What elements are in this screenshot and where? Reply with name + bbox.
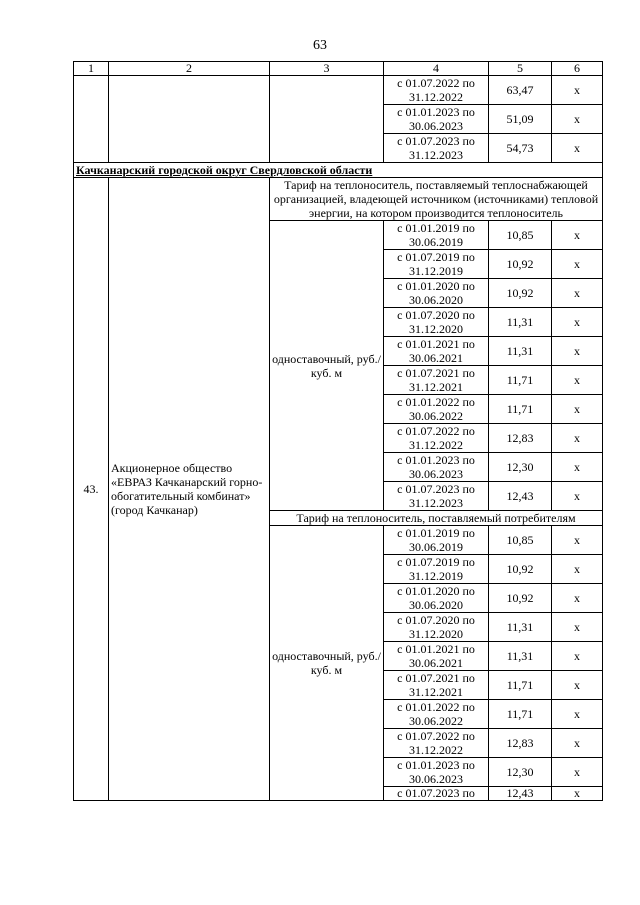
- mark-cell: x: [552, 76, 603, 105]
- value-cell: 11,31: [489, 337, 552, 366]
- value-cell: 54,73: [489, 134, 552, 163]
- value-cell: 63,47: [489, 76, 552, 105]
- value-cell: 12,30: [489, 758, 552, 787]
- number-cell: [74, 76, 109, 163]
- period-cell: с 01.01.2020 по 30.06.2020: [384, 584, 489, 613]
- mark-cell: x: [552, 279, 603, 308]
- mark-cell: x: [552, 526, 603, 555]
- mark-cell: x: [552, 758, 603, 787]
- period-cell: с 01.07.2019 по 31.12.2019: [384, 555, 489, 584]
- period-cell: с 01.07.2020 по 31.12.2020: [384, 613, 489, 642]
- period-cell: с 01.07.2022 по 31.12.2022: [384, 424, 489, 453]
- column-number: 6: [552, 62, 603, 76]
- value-cell: 10,92: [489, 584, 552, 613]
- period-cell: с 01.01.2019 по 30.06.2019: [384, 526, 489, 555]
- mark-cell: x: [552, 366, 603, 395]
- column-number: 3: [270, 62, 384, 76]
- value-cell: 12,83: [489, 729, 552, 758]
- value-cell: 10,92: [489, 555, 552, 584]
- column-number: 1: [74, 62, 109, 76]
- mark-cell: x: [552, 787, 603, 801]
- page-number: 63: [313, 38, 327, 53]
- value-cell: 12,30: [489, 453, 552, 482]
- value-cell: 12,83: [489, 424, 552, 453]
- period-cell: с 01.01.2021 по 30.06.2021: [384, 642, 489, 671]
- period-cell: с 01.07.2021 по 31.12.2021: [384, 671, 489, 700]
- period-cell: с 01.07.2019 по 31.12.2019: [384, 250, 489, 279]
- value-cell: 11,31: [489, 642, 552, 671]
- period-cell: с 01.07.2023 по: [384, 787, 489, 801]
- region-heading: Качканарский городской округ Свердловской области: [74, 163, 603, 178]
- value-cell: 11,71: [489, 700, 552, 729]
- value-cell: 10,85: [489, 221, 552, 250]
- period-cell: с 01.01.2023 по 30.06.2023: [384, 105, 489, 134]
- unit-cell: одноставочный, руб./куб. м: [270, 221, 384, 511]
- mark-cell: x: [552, 424, 603, 453]
- period-cell: с 01.07.2021 по 31.12.2021: [384, 366, 489, 395]
- organization-cell: [109, 76, 270, 163]
- mark-cell: x: [552, 671, 603, 700]
- mark-cell: x: [552, 613, 603, 642]
- mark-cell: x: [552, 482, 603, 511]
- table-row: [74, 76, 603, 105]
- mark-cell: x: [552, 584, 603, 613]
- mark-cell: x: [552, 308, 603, 337]
- period-cell: с 01.01.2022 по 30.06.2022: [384, 700, 489, 729]
- value-cell: 12,43: [489, 482, 552, 511]
- tariff-title: Тариф на теплоноситель, поставляемый потребителям: [270, 511, 603, 526]
- unit-cell: одноставочный, руб./куб. м: [270, 526, 384, 801]
- period-cell: с 01.07.2023 по 31.12.2023: [384, 482, 489, 511]
- column-number-row: [74, 62, 603, 76]
- value-cell: 10,92: [489, 250, 552, 279]
- value-cell: 51,09: [489, 105, 552, 134]
- mark-cell: x: [552, 250, 603, 279]
- column-number: 4: [384, 62, 489, 76]
- period-cell: с 01.01.2023 по 30.06.2023: [384, 453, 489, 482]
- table-row: [74, 178, 603, 221]
- column-number: 2: [109, 62, 270, 76]
- value-cell: 11,31: [489, 613, 552, 642]
- tariff-title: Тариф на теплоноситель, поставляемый теплоснабжающей организацией, владеющей источником (источниками) тепловой энергии, на котором производится теплоноситель: [270, 178, 603, 221]
- tariff-table: [73, 61, 603, 801]
- organization-name: Акционерное общество «ЕВРАЗ Качканарский горно-обогатительный комбинат» (город Качканар): [109, 178, 270, 801]
- column-number: 5: [489, 62, 552, 76]
- mark-cell: x: [552, 700, 603, 729]
- period-cell: с 01.07.2022 по 31.12.2022: [384, 76, 489, 105]
- period-cell: с 01.07.2022 по 31.12.2022: [384, 729, 489, 758]
- mark-cell: x: [552, 337, 603, 366]
- mark-cell: x: [552, 453, 603, 482]
- value-cell: 11,71: [489, 395, 552, 424]
- mark-cell: x: [552, 105, 603, 134]
- table-row: [74, 163, 603, 178]
- period-cell: с 01.07.2020 по 31.12.2020: [384, 308, 489, 337]
- mark-cell: x: [552, 555, 603, 584]
- mark-cell: x: [552, 221, 603, 250]
- period-cell: с 01.01.2019 по 30.06.2019: [384, 221, 489, 250]
- value-cell: 11,71: [489, 671, 552, 700]
- value-cell: 11,71: [489, 366, 552, 395]
- period-cell: с 01.01.2023 по 30.06.2023: [384, 758, 489, 787]
- period-cell: с 01.01.2021 по 30.06.2021: [384, 337, 489, 366]
- mark-cell: x: [552, 134, 603, 163]
- unit-cell: [270, 76, 384, 163]
- period-cell: с 01.01.2020 по 30.06.2020: [384, 279, 489, 308]
- tariff-table-body: [74, 62, 603, 801]
- value-cell: 11,31: [489, 308, 552, 337]
- period-cell: с 01.01.2022 по 30.06.2022: [384, 395, 489, 424]
- mark-cell: x: [552, 729, 603, 758]
- entry-number: 43.: [74, 178, 109, 801]
- mark-cell: x: [552, 642, 603, 671]
- value-cell: 10,92: [489, 279, 552, 308]
- period-cell: с 01.07.2023 по 31.12.2023: [384, 134, 489, 163]
- value-cell: 12,43: [489, 787, 552, 801]
- mark-cell: x: [552, 395, 603, 424]
- value-cell: 10,85: [489, 526, 552, 555]
